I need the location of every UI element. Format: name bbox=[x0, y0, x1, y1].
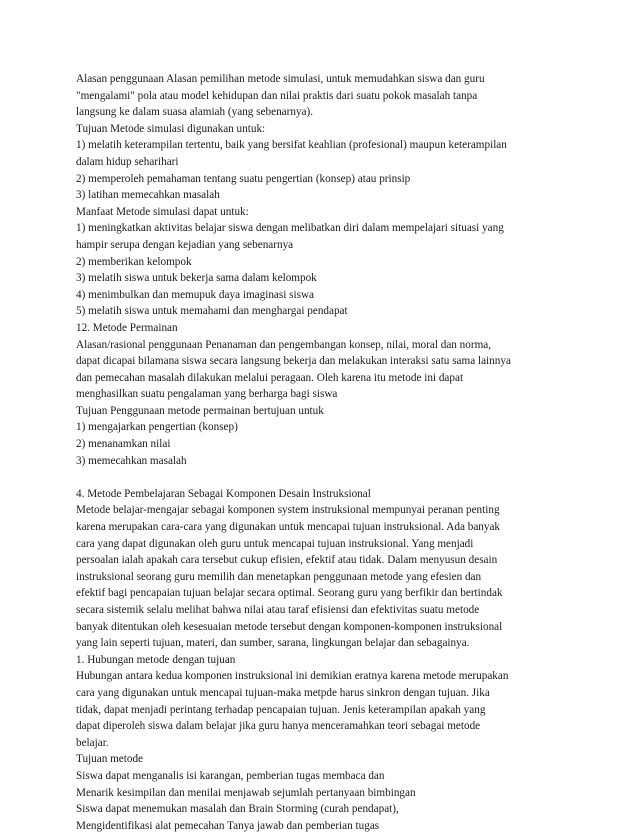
text-line: Metode belajar-mengajar sebagai komponen system instruksional mempunyai peranan penting bbox=[76, 504, 500, 517]
text-line: 5) melatih siswa untuk memahami dan menghargai pendapat bbox=[76, 305, 348, 318]
text-line: Siswa dapat menemukan masalah dan Brain Storming (curah pendapat), bbox=[76, 803, 399, 816]
text-line: 3) melatih siswa untuk bekerja sama dalam kelompok bbox=[76, 272, 317, 285]
text-line: 1) mengajarkan pengertian (konsep) bbox=[76, 421, 238, 434]
text-line: Hubungan antara kedua komponen instruksional ini demikian eratnya karena metode merupakan bbox=[76, 670, 509, 683]
text-block bbox=[76, 71, 576, 469]
text-line: cara yang dapat digunakan oleh guru untuk mencapai tujuan instruksional. Yang menjadi bbox=[76, 537, 474, 550]
text-line: "mengalami" pola atau model kehidupan dan nilai praktis dari suatu pokok masalah tanpa bbox=[76, 89, 478, 102]
text-line: 3) latihan memecahkan masalah bbox=[76, 189, 220, 202]
text-line: belajar. bbox=[76, 736, 109, 749]
text-line: 2) memberikan kelompok bbox=[76, 255, 192, 268]
text-line: dalam hidup seharihari bbox=[76, 155, 179, 168]
text-line: 3) memecahkan masalah bbox=[76, 454, 187, 467]
text-line: menghasilkan suatu pengalaman yang berharga bagi siswa bbox=[76, 388, 338, 401]
paragraph-gap bbox=[76, 469, 576, 486]
text-line: Menarik kesimpilan dan menilai menjawab sejumlah pertanyaan bimbingan bbox=[76, 786, 416, 799]
text-line: 4) menimbulkan dan memupuk daya imaginasi siswa bbox=[76, 288, 314, 301]
text-line: Tujuan metode bbox=[76, 753, 144, 766]
text-line: secara sistemik selalu melihat bahwa nilai atau taraf efisiensi dan efektivitas suatu metode bbox=[76, 604, 480, 616]
text-line: dapat dicapai bilamana siswa secara langsung bekerja dan melakukan interaksi satu sama lainnya bbox=[76, 355, 511, 368]
text-line: dan pemecahan masalah dilakukan melalui peragaan. Oleh karena itu metode ini dapat bbox=[76, 371, 464, 384]
text-line: tidak, dapat menjadi perintang terhadap pencapaian tujuan. Jenis keterampilan apakah yang bbox=[76, 703, 486, 716]
text-line: Siswa dapat menganalis isi karangan, pemberian tugas membaca dan bbox=[76, 769, 385, 782]
text-block bbox=[76, 486, 576, 834]
text-line: Mengidentifikasi alat pemecahan Tanya jawab dan pemberian tugas bbox=[76, 819, 380, 832]
text-line: 2) memperoleh pemahaman tentang suatu pengertian (konsep) atau prinsip bbox=[76, 172, 411, 185]
text-line: 1. Hubungan metode dengan tujuan bbox=[76, 653, 236, 666]
text-line: dapat diperoleh siswa dalam belajar jika guru hanya menceramahkan teori sebagai metode bbox=[76, 720, 481, 733]
text-line: 12. Metode Permainan bbox=[76, 321, 178, 334]
text-line: cara yang digunakan untuk mencapai tujuan-maka metpde harus sinkron dengan tujuan. Jika bbox=[76, 686, 490, 699]
text-line: Tujuan Penggunaan metode permainan bertujuan untuk bbox=[76, 404, 324, 417]
text-line: efektif bagi pencapaian tujuan belajar secara optimal. Seorang guru yang berfikir dan bertindak bbox=[76, 587, 503, 600]
text-line: 4. Metode Pembelajaran Sebagai Komponen Desain Instruksional bbox=[76, 487, 371, 500]
text-line: Manfaat Metode simulasi dapat untuk: bbox=[76, 205, 249, 218]
text-line: hampir serupa dengan kejadian yang sebenarnya bbox=[76, 238, 294, 251]
text-line: Alasan/rasional penggunaan Penanaman dan pengembangan konsep, nilai, moral dan norma, bbox=[76, 338, 492, 351]
text-line: 1) meningkatkan aktivitas belajar siswa dengan melibatkan diri dalam mempelajari situasi yang bbox=[76, 222, 504, 235]
text-line: banyak ditentukan oleh kesesuaian metode tersebut dengan komponen-komponen instruksional bbox=[76, 620, 503, 633]
text-line: Tujuan Metode simulasi digunakan untuk: bbox=[76, 122, 266, 135]
text-line: persoalan ialah apakah cara tersebut cukup efisien, efektif atau tidak. Dalam menyusun desain bbox=[76, 554, 498, 567]
text-line: karena merupakan cara-cara yang digunakan untuk mencapai tujuan instruksional. Ada banyak bbox=[76, 521, 501, 534]
document-page bbox=[76, 71, 576, 834]
text-line: 1) melatih keterampilan tertentu, baik yang bersifat keahlian (profesional) maupun keterampilan bbox=[76, 139, 507, 152]
text-line: instruksional seorang guru memilih dan menetapkan penggunaan metode yang efesien dan bbox=[76, 570, 482, 583]
text-line: 2) menanamkan nilai bbox=[76, 438, 171, 451]
text-line: Alasan penggunaan Alasan pemilihan metode simulasi, untuk memudahkan siswa dan guru bbox=[76, 73, 485, 85]
text-line: yang lain seperti tujuan, materi, dan sumber, sarana, lingkungan belajar dan sebagainya. bbox=[76, 637, 470, 650]
text-line: langsung ke dalam suasa alamiah (yang sebenarnya). bbox=[76, 106, 314, 119]
